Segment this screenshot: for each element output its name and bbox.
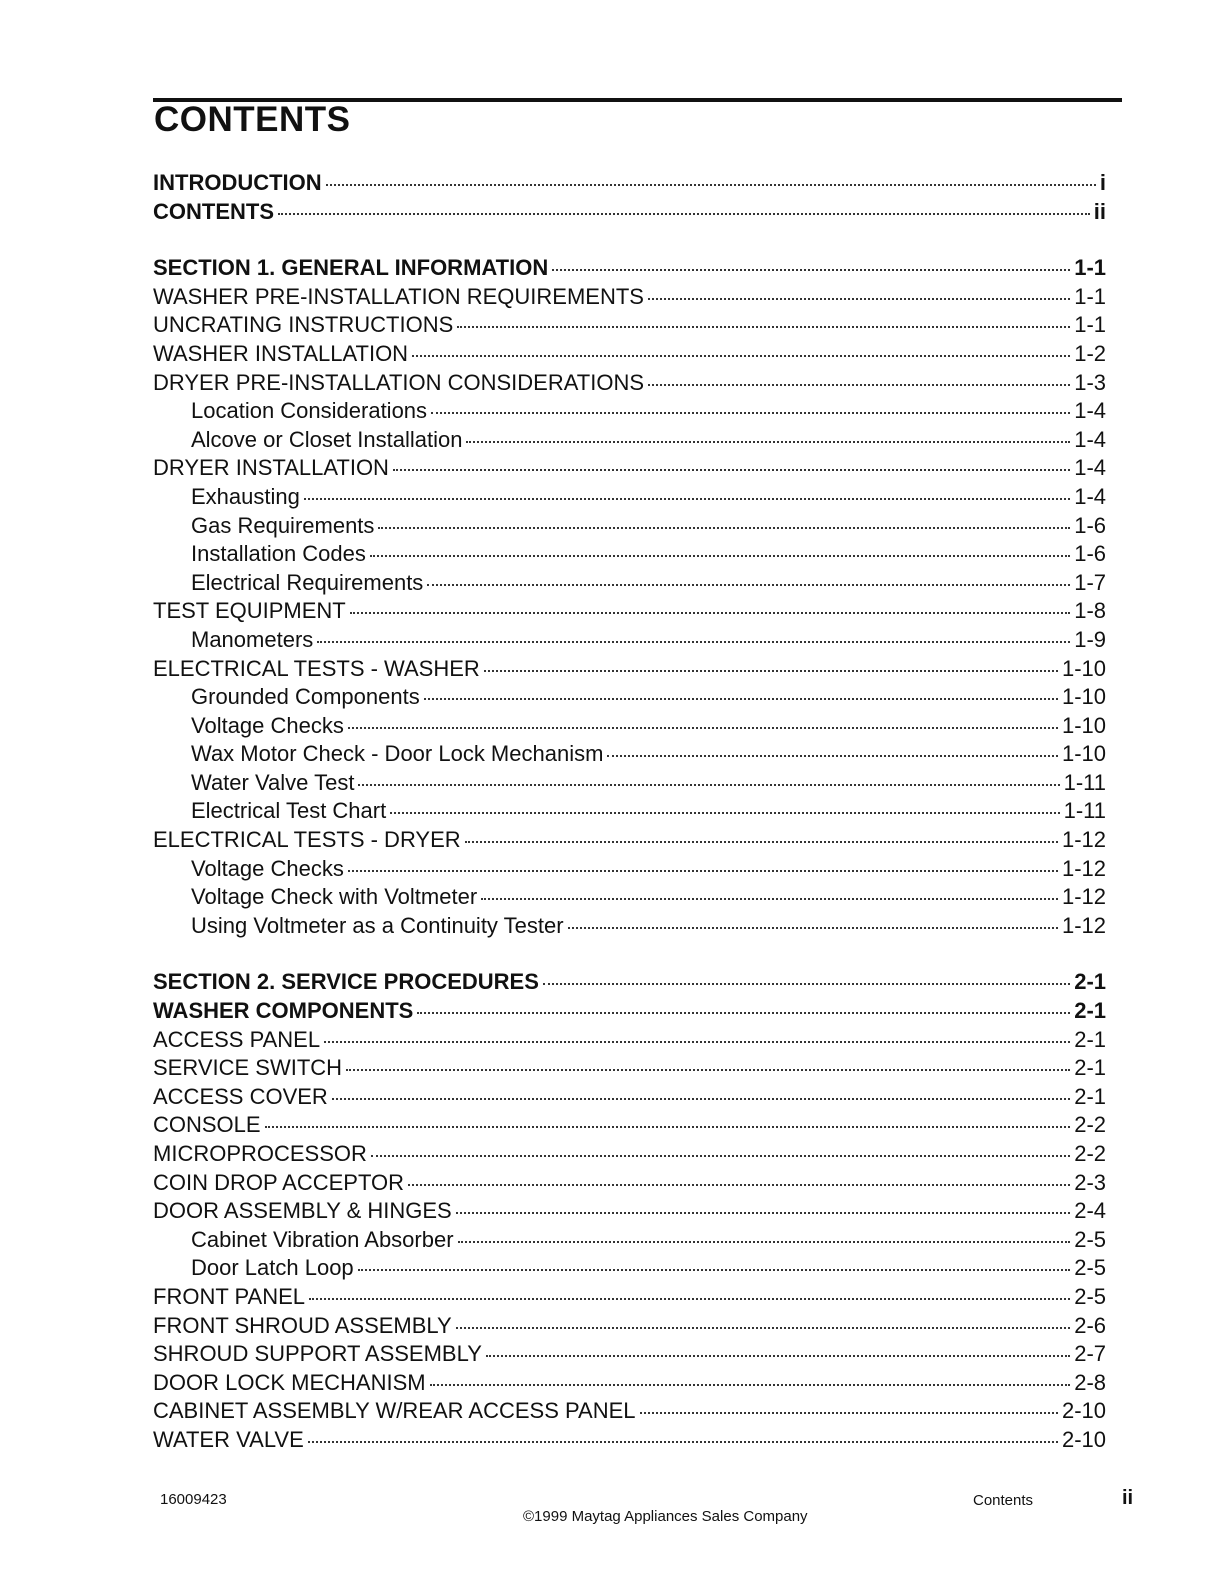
- footer-copyright: ©1999 Maytag Appliances Sales Company: [523, 1508, 808, 1525]
- toc-spacer: [153, 941, 1106, 969]
- toc-entry: [153, 598, 1106, 627]
- dot-leader: [481, 898, 1058, 900]
- toc-entry-page: ii: [1093, 198, 1106, 224]
- dot-leader: [640, 1412, 1058, 1414]
- dot-leader: [456, 1212, 1070, 1214]
- toc-entry-label: Using Voltmeter as a Continuity Tester: [191, 912, 564, 938]
- toc-entry-label: Exhausting: [191, 483, 300, 509]
- toc-entry-page: 2-1: [1074, 998, 1106, 1024]
- dot-leader: [350, 612, 1070, 614]
- toc-entry-page: i: [1099, 170, 1106, 195]
- dot-leader: [607, 755, 1058, 757]
- toc-entry-page: 2-4: [1074, 1198, 1106, 1224]
- toc-entry-page: 1-1: [1074, 255, 1106, 281]
- dot-leader: [568, 927, 1058, 929]
- toc-entry-page: 2-5: [1074, 1255, 1106, 1281]
- toc-entry-page: 1-6: [1074, 512, 1106, 538]
- toc-entry-page: 1-4: [1074, 483, 1106, 509]
- footer-part-number: 16009423: [160, 1491, 227, 1508]
- toc-section-2: [153, 969, 1106, 1455]
- toc-entry-label: DOOR LOCK MECHANISM: [153, 1369, 426, 1395]
- toc-entry: [153, 913, 1106, 942]
- toc-entry-label: Voltage Checks: [191, 712, 344, 738]
- dot-leader: [648, 384, 1070, 386]
- toc-entry-label: DRYER INSTALLATION: [153, 455, 389, 481]
- toc-entry-page: 1-4: [1074, 426, 1106, 452]
- toc-entry-label: ACCESS COVER: [153, 1083, 328, 1109]
- toc-entry-label: Wax Motor Check - Door Lock Mechanism: [191, 741, 604, 767]
- toc-entry: [153, 199, 1106, 228]
- toc-entry: [153, 1055, 1106, 1084]
- dot-leader: [371, 1155, 1070, 1157]
- dot-leader: [393, 469, 1070, 471]
- toc-entry: [153, 1284, 1106, 1313]
- toc-front-matter: [153, 170, 1106, 227]
- toc-entry-page: 2-1: [1074, 1026, 1106, 1052]
- dot-leader: [358, 784, 1059, 786]
- toc-entry: [153, 1255, 1106, 1284]
- toc-entry: [153, 798, 1106, 827]
- toc-entry-label: Manometers: [191, 626, 314, 652]
- dot-leader: [370, 555, 1070, 557]
- toc-entry-label: MICROPROCESSOR: [153, 1141, 367, 1166]
- toc-entry-label: WASHER COMPONENTS: [153, 998, 414, 1024]
- toc-entry: [153, 341, 1106, 370]
- toc-entry-label: CABINET ASSEMBLY W/REAR ACCESS PANEL: [153, 1398, 636, 1424]
- toc-entry: [153, 627, 1106, 656]
- toc-entry-label: WASHER PRE-INSTALLATION REQUIREMENTS: [153, 283, 644, 309]
- toc-entry-page: 2-2: [1074, 1112, 1106, 1138]
- toc-entry-label: UNCRATING INSTRUCTIONS: [153, 312, 454, 338]
- toc-entry-page: 1-10: [1061, 684, 1106, 710]
- toc-entry-label: COIN DROP ACCEPTOR: [153, 1169, 405, 1195]
- toc-entry: [153, 1141, 1106, 1170]
- toc-entry-label: WATER VALVE: [153, 1426, 304, 1452]
- toc-entry: [153, 255, 1106, 284]
- toc-entry: [153, 1198, 1106, 1227]
- dot-leader: [424, 698, 1058, 700]
- toc-entry-label: SECTION 1. GENERAL INFORMATION: [153, 255, 549, 281]
- dot-leader: [486, 1355, 1070, 1357]
- toc-entry: [153, 541, 1106, 570]
- toc-entry: [153, 312, 1106, 341]
- toc-entry: [153, 284, 1106, 313]
- toc-entry: [153, 770, 1106, 799]
- toc-entry: [153, 1227, 1106, 1256]
- dot-leader: [358, 1269, 1071, 1271]
- toc-entry: [153, 427, 1106, 456]
- toc-section-1: [153, 255, 1106, 941]
- toc-entry-label: Electrical Test Chart: [191, 798, 387, 824]
- toc-entry: [153, 884, 1106, 913]
- toc-entry-page: 1-10: [1061, 741, 1106, 767]
- toc-entry-page: 1-8: [1074, 598, 1106, 624]
- toc-entry-page: 2-8: [1074, 1369, 1106, 1395]
- toc-entry-page: 2-1: [1074, 969, 1106, 995]
- toc-entry-page: 1-11: [1063, 798, 1106, 824]
- toc-entry-page: 1-12: [1061, 884, 1106, 910]
- dot-leader: [543, 983, 1070, 985]
- dot-leader: [324, 1041, 1070, 1043]
- table-of-contents: [153, 170, 1106, 1456]
- dot-leader: [457, 326, 1070, 328]
- toc-entry-label: Electrical Requirements: [191, 569, 424, 595]
- toc-entry-label: FRONT PANEL: [153, 1283, 305, 1309]
- toc-entry-page: 2-1: [1074, 1055, 1106, 1081]
- toc-entry-page: 2-7: [1074, 1341, 1106, 1367]
- toc-entry: [153, 1370, 1106, 1399]
- dot-leader: [427, 584, 1070, 586]
- toc-entry-page: 1-2: [1074, 340, 1106, 366]
- toc-entry-label: CONSOLE: [153, 1112, 261, 1138]
- toc-entry: [153, 1027, 1106, 1056]
- toc-entry-page: 2-6: [1074, 1312, 1106, 1338]
- dot-leader: [408, 1184, 1070, 1186]
- toc-entry-page: 1-9: [1074, 626, 1106, 652]
- dot-leader: [430, 1384, 1071, 1386]
- toc-entry-page: 2-1: [1074, 1083, 1106, 1109]
- toc-entry: [153, 1341, 1106, 1370]
- toc-entry-label: DOOR ASSEMBLY & HINGES: [153, 1198, 452, 1224]
- dot-leader: [458, 1241, 1071, 1243]
- toc-entry-page: 1-3: [1074, 369, 1106, 395]
- dot-leader: [417, 1012, 1070, 1014]
- toc-entry-label: Cabinet Vibration Absorber: [191, 1226, 454, 1252]
- dot-leader: [431, 412, 1070, 414]
- toc-entry-label: INTRODUCTION: [153, 170, 322, 195]
- toc-entry: [153, 170, 1106, 199]
- toc-entry-label: SHROUD SUPPORT ASSEMBLY: [153, 1341, 482, 1367]
- toc-entry: [153, 513, 1106, 542]
- toc-entry: [153, 398, 1106, 427]
- toc-entry-label: Door Latch Loop: [191, 1255, 354, 1281]
- dot-leader: [348, 870, 1058, 872]
- toc-entry-page: 2-2: [1074, 1141, 1106, 1166]
- toc-entry: [153, 741, 1106, 770]
- dot-leader: [308, 1441, 1058, 1443]
- toc-entry: [153, 484, 1106, 513]
- toc-entry: [153, 1427, 1106, 1456]
- toc-entry-page: 1-12: [1061, 912, 1106, 938]
- dot-leader: [484, 670, 1058, 672]
- toc-entry: [153, 656, 1106, 685]
- toc-entry-page: 1-12: [1061, 855, 1106, 881]
- toc-entry-page: 1-10: [1061, 655, 1106, 681]
- dot-leader: [378, 527, 1070, 529]
- toc-entry-label: Gas Requirements: [191, 512, 375, 538]
- dot-leader: [332, 1098, 1070, 1100]
- toc-entry: [153, 1084, 1106, 1113]
- toc-entry-label: Location Considerations: [191, 398, 428, 424]
- dot-leader: [465, 841, 1058, 843]
- toc-entry-label: SERVICE SWITCH: [153, 1055, 343, 1081]
- toc-entry: [153, 1170, 1106, 1199]
- toc-entry-page: 2-3: [1074, 1169, 1106, 1195]
- toc-entry-page: 1-1: [1074, 312, 1106, 338]
- toc-entry-label: ELECTRICAL TESTS - WASHER: [153, 655, 480, 681]
- dot-leader: [278, 213, 1090, 215]
- dot-leader: [348, 727, 1058, 729]
- dot-leader: [304, 498, 1070, 500]
- toc-entry-page: 2-5: [1074, 1226, 1106, 1252]
- dot-leader: [390, 812, 1059, 814]
- footer-section-name: Contents: [973, 1492, 1034, 1509]
- toc-entry-label: SECTION 2. SERVICE PROCEDURES: [153, 969, 539, 995]
- dot-leader: [326, 184, 1096, 186]
- toc-entry: [153, 370, 1106, 399]
- toc-entry-page: 1-4: [1074, 398, 1106, 424]
- dot-leader: [317, 641, 1070, 643]
- toc-entry: [153, 827, 1106, 856]
- dot-leader: [309, 1298, 1070, 1300]
- toc-entry-page: 1-11: [1063, 769, 1106, 795]
- toc-entry-page: 2-10: [1061, 1398, 1106, 1424]
- toc-entry: [153, 1398, 1106, 1427]
- toc-entry-label: DRYER PRE-INSTALLATION CONSIDERATIONS: [153, 369, 645, 395]
- dot-leader: [552, 269, 1070, 271]
- toc-entry-label: ACCESS PANEL: [153, 1026, 321, 1052]
- toc-entry: [153, 1112, 1106, 1141]
- toc-entry-page: 1-10: [1061, 712, 1106, 738]
- dot-leader: [412, 355, 1070, 357]
- toc-entry-page: 2-10: [1061, 1426, 1106, 1452]
- dot-leader: [466, 441, 1070, 443]
- toc-entry: [153, 856, 1106, 885]
- toc-entry-page: 2-5: [1074, 1283, 1106, 1309]
- dot-leader: [346, 1069, 1070, 1071]
- toc-entry-label: Voltage Check with Voltmeter: [191, 884, 478, 910]
- toc-entry: [153, 998, 1106, 1027]
- toc-entry-label: Grounded Components: [191, 684, 420, 710]
- toc-entry: [153, 570, 1106, 599]
- toc-entry: [153, 455, 1106, 484]
- toc-spacer: [153, 227, 1106, 255]
- toc-entry: [153, 684, 1106, 713]
- dot-leader: [265, 1126, 1071, 1128]
- toc-entry-label: Voltage Checks: [191, 855, 344, 881]
- toc-entry-page: 1-1: [1074, 283, 1106, 309]
- toc-entry-page: 1-4: [1074, 455, 1106, 481]
- toc-entry-label: ELECTRICAL TESTS - DRYER: [153, 827, 461, 853]
- toc-entry-page: 1-12: [1061, 827, 1106, 853]
- toc-entry: [153, 713, 1106, 742]
- toc-entry-label: WASHER INSTALLATION: [153, 340, 409, 366]
- toc-entry-page: 1-7: [1074, 569, 1106, 595]
- dot-leader: [456, 1327, 1071, 1329]
- footer-page-number: ii: [1122, 1487, 1134, 1509]
- page-title: CONTENTS: [154, 100, 351, 139]
- toc-entry-label: CONTENTS: [153, 198, 274, 224]
- toc-entry-label: TEST EQUIPMENT: [153, 598, 346, 624]
- toc-entry: [153, 969, 1106, 998]
- toc-entry-label: FRONT SHROUD ASSEMBLY: [153, 1312, 452, 1338]
- toc-entry-label: Alcove or Closet Installation: [191, 426, 463, 452]
- toc-entry-label: Water Valve Test: [191, 769, 355, 795]
- toc-entry-page: 1-6: [1074, 541, 1106, 567]
- toc-entry: [153, 1313, 1106, 1342]
- dot-leader: [648, 298, 1070, 300]
- toc-entry-label: Installation Codes: [191, 541, 366, 567]
